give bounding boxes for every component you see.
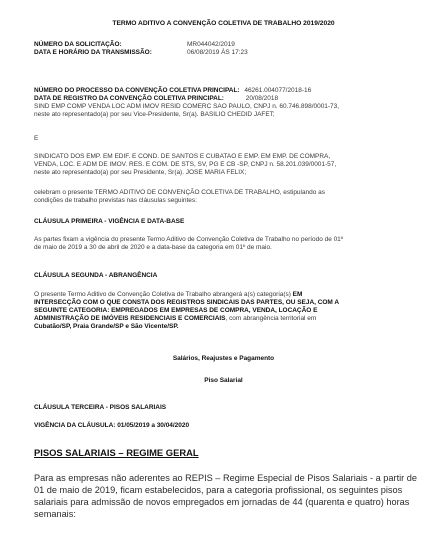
party2-line3: neste ato representado(a) por seu Presidente, Sr(a). JOSE MARIA FELIX; (34, 169, 247, 176)
party1-line1: SIND EMP COMP VENDA LOC ADM IMOV RESID COMERC SAO PAULO, CNPJ n. 60.746.898/0001-73, (34, 103, 340, 110)
registro-value: 20/08/2018 (245, 95, 279, 102)
clausula2-line3: SEGUINTE CATEGORIA: EMPREGADOS EM EMPRESAS DE COMPRA, VENDA, LOCAÇÃO E (34, 307, 318, 314)
clausula3-p-line3: salariais para admissão de novos empregados em jornadas de 44 (quarenta e quatro) horas (34, 497, 410, 507)
celebram-line2: condições de trabalho previstas nas cláusulas seguintes: (34, 197, 197, 204)
clausula3-p-line2: 01 de maio de 2019, ficam estabelecidos, para a categoria profissional, os seguintes pisos (34, 485, 403, 495)
clausula2-line4-bold: ADMINISTRAÇÃO DE IMÓVEIS RESIDENCIAIS E COMERCIAIS (34, 315, 226, 322)
section-heading: Salários, Reajustes e Pagamento (172, 355, 275, 362)
clausula1-title: CLÁUSULA PRIMEIRA - VIGÊNCIA E DATA-BASE (34, 218, 185, 225)
clausula3-title: CLÁUSULA TERCEIRA - PISOS SALARIAIS (34, 404, 167, 411)
party2-line2: VENDA, LOC. E ADM DE IMOV. RES. E COM. DE STS, SV, PG E CB -SP, CNPJ n. 58.201.039/0001-57, (34, 161, 337, 168)
clausula3-p-line4: semanais: (34, 509, 76, 519)
solicitacao-label: NÚMERO DA SOLICITAÇÃO: (34, 41, 122, 48)
clausula1-line2: de maio de 2019 a 30 de abril de 2020 e a data-base da categoria em 01º de maio. (34, 244, 272, 251)
clausula3-p-line1: Para as empresas não aderentes ao REPIS – Regime Especial de Pisos Salariais - a partir de (34, 473, 418, 483)
document-title: TERMO ADITIVO A CONVENÇÃO COLETIVA DE TRABALHO 2019/2020 (112, 20, 335, 27)
transmissao-label: DATA E HORÁRIO DA TRANSMISSÃO: (34, 49, 152, 56)
clausula2-title: CLÁUSULA SEGUNDA - ABRANGÊNCIA (34, 272, 158, 279)
clausula2-line2: INTERSECÇÃO COM O QUE CONSTA DOS REGISTROS SINDICAIS DAS PARTES, OU SEJA, COM A (34, 299, 340, 306)
processo-label: NÚMERO DO PROCESSO DA CONVENÇÃO COLETIVA PRINCIPAL: (34, 87, 240, 94)
transmissao-row (34, 49, 248, 58)
conjunction-e: E (34, 135, 39, 142)
solicitacao-value: MR044042/2019 (187, 41, 235, 48)
regime-geral-heading: PISOS SALARIAIS – REGIME GERAL (34, 447, 199, 458)
celebram-line1: celebram o presente TERMO ADITIVO DE CONVENÇÃO COLETIVA DE TRABALHO, estipulando as (34, 189, 325, 196)
clausula2-line4-normal: , com abrangência territorial em (225, 315, 317, 322)
section-subheading: Piso Salarial (204, 377, 243, 384)
transmissao-value: 06/08/2019 ÀS 17:23 (187, 49, 248, 56)
registro-label: DATA DE REGISTRO DA CONVENÇÃO COLETIVA PRINCIPAL: (34, 95, 224, 102)
party2-line1: SINDICATO DOS EMP. EM EDIF. E COND. DE SANTOS E CUBATAO E EMP. EM EMP. DE COMPRA, (34, 153, 331, 160)
clausula3-vigencia: VIGÊNCIA DA CLÁUSULA: 01/05/2019 a 30/04/2020 (34, 422, 190, 429)
clausula2-line1-normal: O presente Termo Aditivo de Convenção Coletiva de Trabalho abrangerá a(s) categoria(s) (34, 291, 293, 298)
clausula1-line1: As partes fixam a vigência do presente Termo Aditivo de Convenção Coletiva de Trabalho no período de 01º (34, 236, 344, 243)
processo-value: 46261.004077/2018-16 (244, 87, 312, 94)
party1-line2: neste ato representado(a) por seu Vice-Presidente, Sr(a). BASILIO CHEDID JAFET; (34, 111, 275, 118)
clausula2-line5: Cubatão/SP, Praia Grande/SP e São Vicente/SP. (34, 323, 179, 330)
clausula2-line1-bold: EM (292, 291, 303, 298)
